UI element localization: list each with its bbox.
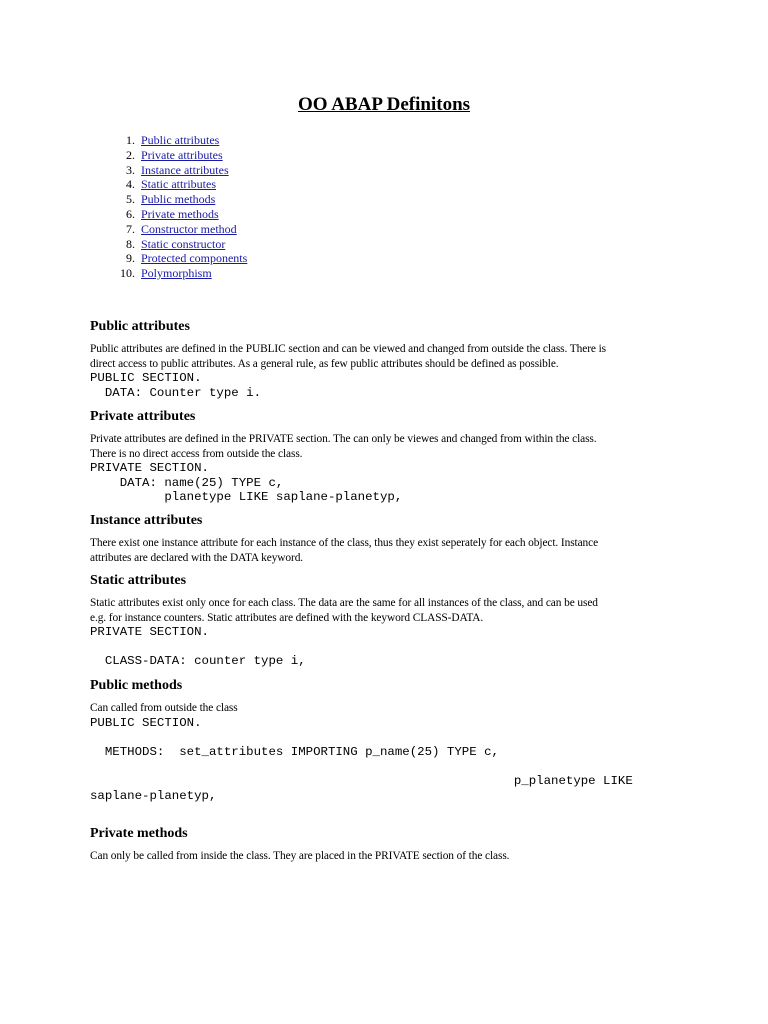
toc-number: 7. [126,221,135,236]
section-public-attributes [90,318,690,400]
code-block: PUBLIC SECTION. DATA: Counter type i. [90,371,262,400]
section-text: direct access to public attributes. As a general rule, as few public attributes should be defined as possible. [90,357,559,370]
toc-link-protected-components[interactable]: Protected components [141,251,248,266]
section-heading: Private attributes [90,409,196,424]
toc-number: 9. [126,251,135,266]
toc-link-public-attributes[interactable]: Public attributes [141,133,220,147]
section-heading: Static attributes [90,573,187,588]
toc-item [98,207,247,222]
code-block: PRIVATE SECTION. CLASS-DATA: counter type i, [90,625,306,669]
toc-item [98,222,247,237]
section-text: There exist one instance attribute for each instance of the class, thus they exist seperately for each object. Instance [90,537,599,549]
section-heading: Public attributes [90,319,190,334]
section-text: Private attributes are defined in the PRIVATE section. The can only be viewes and changed from within the class. [90,433,597,445]
section-instance-attributes [90,512,690,565]
section-private-attributes [90,408,690,505]
section-static-attributes [90,572,690,669]
toc-number: 6. [126,206,135,221]
section-text: attributes are declared with the DATA keyword. [90,551,304,564]
toc-number: 1. [126,133,135,147]
section-text: There is no direct access from outside the class. [90,447,303,460]
toc-link-constructor-method[interactable]: Constructor method [141,221,237,236]
code-block: PUBLIC SECTION. METHODS: set_attributes IMPORTING p_name(25) TYPE c, p_planetype LIKE saplane-planetyp, [90,715,633,803]
section-heading: Public methods [90,678,183,693]
toc-link-static-attributes[interactable]: Static attributes [141,177,216,192]
toc-item [98,163,247,178]
document-title: OO ABAP Definitons [297,94,471,115]
toc-item [98,177,247,192]
toc-link-polymorphism[interactable]: Polymorphism [141,266,212,281]
section-private-methods [90,825,690,864]
toc-number: 4. [126,177,135,192]
table-of-contents [98,133,247,281]
section-text: Can only be called from inside the class. They are placed in the PRIVATE section of the class. [90,850,510,862]
section-text: Static attributes exist only once for each class. The data are the same for all instances of the class, and can be used [90,597,598,609]
section-text: e.g. for instance counters. Static attributes are defined with the keyword CLASS-DATA. [90,611,484,624]
toc-item [98,133,247,148]
section-public-methods [90,677,690,803]
toc-number: 2. [126,147,135,162]
toc-number: 5. [126,192,135,207]
section-text: Can called from outside the class [90,702,238,714]
section-text: Public attributes are defined in the PUBLIC section and can be viewed and changed from outside the class. There is [90,343,607,355]
toc-link-instance-attributes[interactable]: Instance attributes [141,162,229,177]
toc-item [98,148,247,163]
toc-item [98,251,247,266]
toc-number: 10. [120,266,135,281]
code-block: PRIVATE SECTION. DATA: name(25) TYPE c, planetype LIKE saplane-planetyp, [90,461,403,505]
toc-item [98,237,247,252]
section-heading: Instance attributes [90,513,203,528]
toc-link-private-methods[interactable]: Private methods [141,206,219,221]
toc-number: 3. [126,162,135,177]
toc-link-private-attributes[interactable]: Private attributes [141,147,223,162]
toc-item [98,266,247,281]
toc-number: 8. [126,236,135,251]
toc-link-public-methods[interactable]: Public methods [141,192,216,207]
toc-link-static-constructor[interactable]: Static constructor [141,236,226,251]
toc-item [98,192,247,207]
section-heading: Private methods [90,826,188,841]
